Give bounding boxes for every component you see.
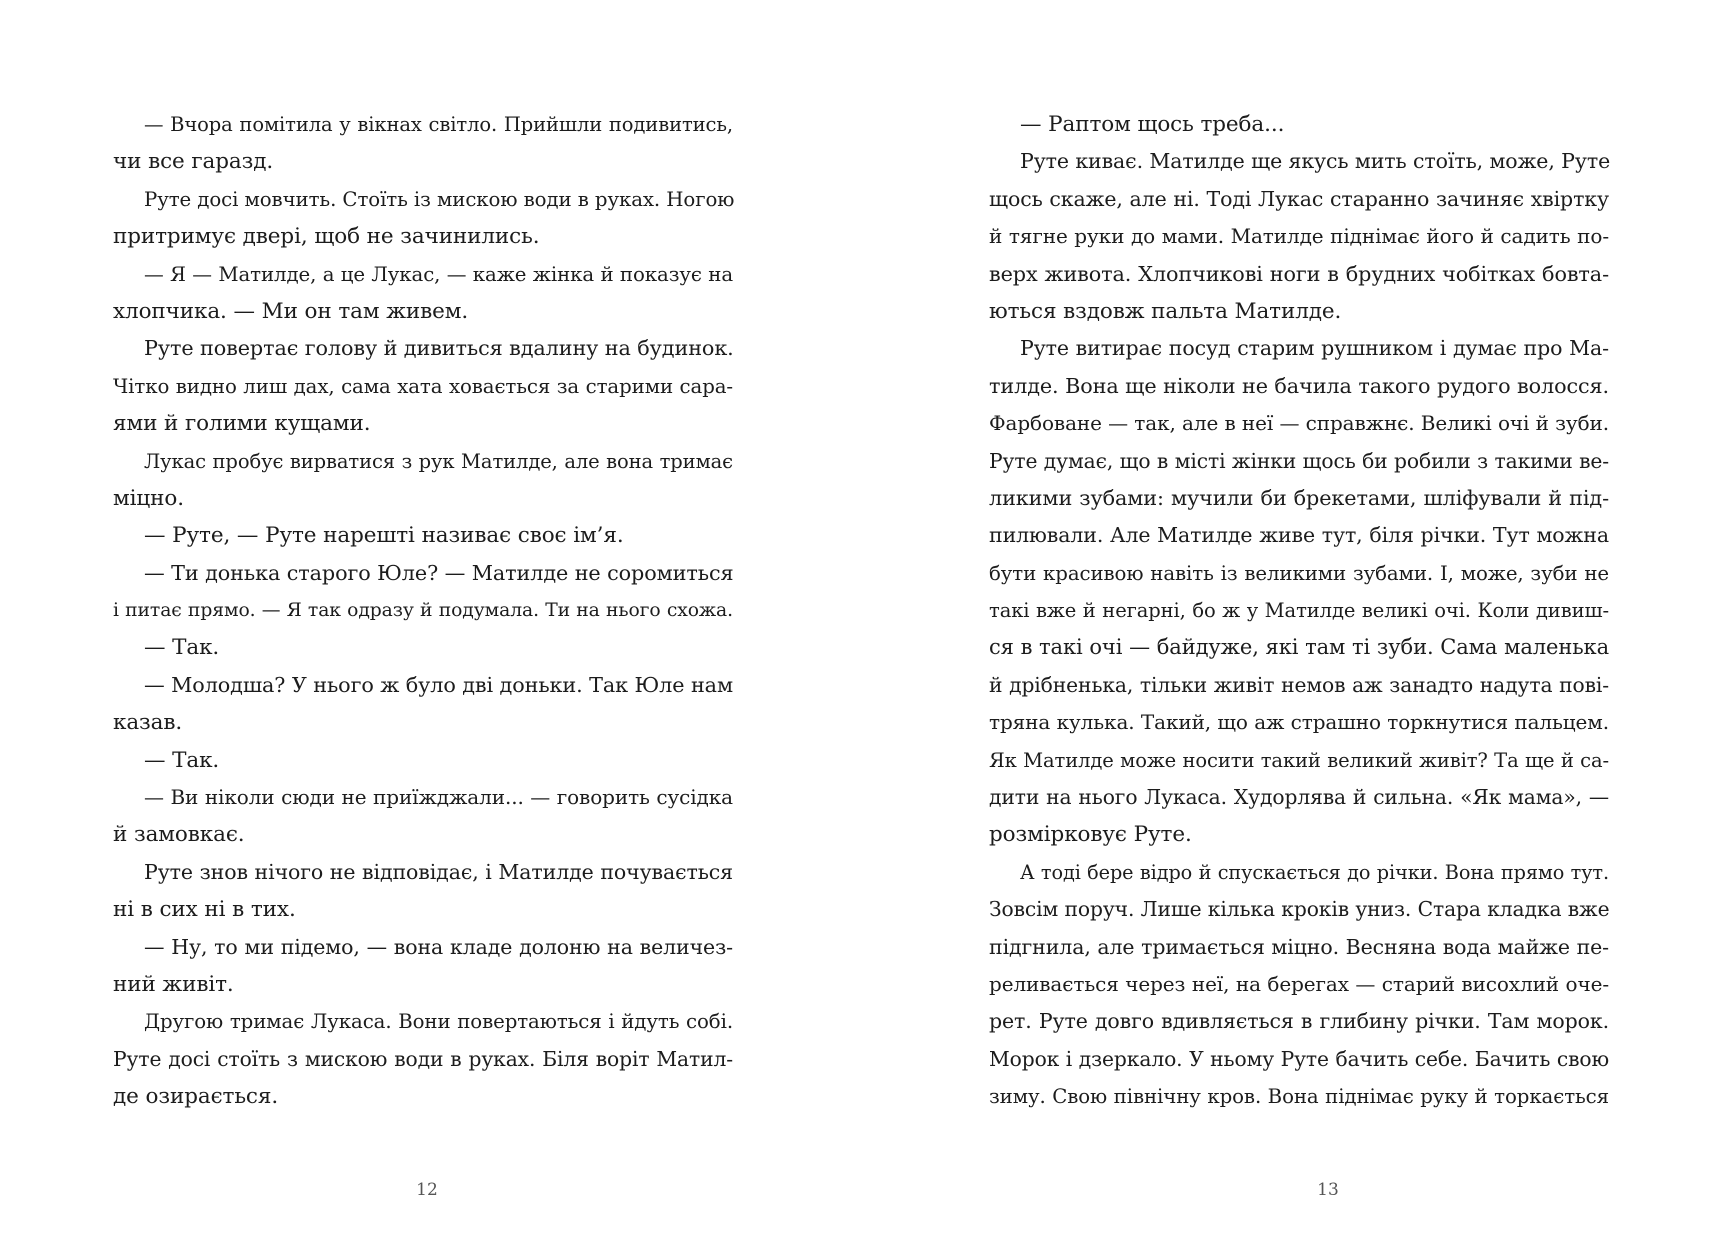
text-line: Зовсім поруч. Лише кілька кроків униз. Стара кладка вже	[989, 897, 1610, 922]
text-line: верх живота. Хлопчикові ноги в брудних чобітках бовта-	[989, 261, 1609, 286]
left-page-text	[113, 106, 733, 1116]
text-line: Руте думає, що в місті жінки щось би робили з такими ве-	[989, 448, 1609, 473]
text-line: бути красивою навіть із великими зубами. І, може, зуби не	[989, 561, 1609, 585]
text-line: чи все гаразд.	[113, 149, 274, 175]
text-line: хлопчика. — Ми он там живем.	[113, 298, 469, 324]
text-line: ями й голими кущами.	[113, 411, 371, 437]
text-line: Морок і дзеркало. У ньому Руте бачить себе. Бачить свою	[989, 1046, 1609, 1071]
text-line: Лукас пробує вирватися з рук Матилде, але вона тримає	[144, 449, 733, 473]
text-line: — Ну, то ми підемо, — вона кладе долоню на величез-	[144, 934, 733, 959]
text-line: міцно.	[113, 485, 184, 511]
text-line: реливається через неї, на берегах — старий висохлий оче-	[989, 971, 1609, 996]
text-line: — Так.	[144, 635, 220, 661]
text-line: тряна кулька. Такий, що аж страшно торкнутися пальцем.	[989, 710, 1609, 735]
right-page	[857, 0, 1713, 1258]
text-line: — Молодша? У нього ж було дві доньки. Так Юле нам	[144, 672, 733, 697]
text-line: підгнила, але тримається міцно. Весняна вода майже пе-	[989, 934, 1609, 959]
text-line: Руте досі мовчить. Стоїть із мискою води в руках. Ногою	[144, 187, 735, 211]
text-line: А тоді бере відро й спускається до річки. Вона прямо тут.	[1020, 860, 1609, 884]
text-line: де озирається.	[113, 1084, 279, 1110]
text-line: Як Матилде може носити такий великий живіт? Та ще й са-	[989, 748, 1609, 772]
text-line: пилювали. Але Матилде живе тут, біля річки. Тут можна	[989, 523, 1609, 548]
text-line: Руте повертає голову й дивиться вдалину на будинок.	[144, 336, 734, 361]
text-line: й тягне руки до мами. Матилде піднімає його й садить по-	[989, 224, 1609, 249]
text-line: дити на нього Лукаса. Худорлява й сильна. «Як мама», —	[989, 785, 1609, 810]
text-line: ються вздовж пальта Матилде.	[989, 298, 1342, 324]
text-line: ний живіт.	[113, 971, 234, 997]
text-line: ся в такі очі — байдуже, які там ті зуби. Сама маленька	[989, 635, 1609, 660]
text-line: і питає прямо. — Я так одразу й подумала. Ти на нього схожа.	[113, 600, 733, 622]
text-line: Фарбоване — так, але в неї — справжнє. Великі очі й зуби.	[989, 411, 1609, 436]
text-line: Другою тримає Лукаса. Вони повертаються і йдуть собі.	[144, 1010, 733, 1034]
text-line: такі вже й негарні, бо ж у Матилде великі очі. Коли дивиш-	[989, 599, 1609, 623]
text-line: ні в сих ні в тих.	[113, 897, 296, 923]
text-line: зиму. Свою північну кров. Вона піднімає руку й торкається	[989, 1085, 1609, 1109]
text-line: казав.	[113, 710, 183, 736]
page-number-right: 13	[1317, 1180, 1339, 1200]
text-line: — Руте, — Руте нарешті називає своє ім’я.	[144, 523, 624, 549]
text-line: — Ви ніколи сюди не приїжджали... — говорить сусідка	[144, 785, 733, 810]
text-line: — Я — Матилде, а це Лукас, — каже жінка й показує на	[144, 262, 733, 286]
left-page	[0, 0, 856, 1258]
text-line: Руте киває. Матилде ще якусь мить стоїть, може, Руте	[1020, 149, 1611, 174]
text-line: — Раптом щось треба...	[1020, 112, 1285, 137]
text-line: — Вчора помітила у вікнах світло. Прийшли подивитись,	[144, 113, 733, 136]
text-line: Руте знов нічого не відповідає, і Матилде почувається	[144, 859, 733, 884]
text-line: Руте витирає посуд старим рушником і думає про Ма-	[1020, 336, 1609, 361]
text-line: рет. Руте довго вдивляється в глибину річки. Там морок.	[989, 1009, 1609, 1034]
text-line: Чітко видно лиш дах, сама хата ховається за старими сара-	[113, 374, 733, 398]
page-number-left: 12	[416, 1180, 438, 1200]
text-line: притримує двері, щоб не зачинились.	[113, 224, 540, 250]
text-line: й дрібненька, тільки живіт немов аж занадто надута пові-	[989, 672, 1609, 697]
text-line: тилде. Вона ще ніколи не бачила такого рудого волосся.	[989, 373, 1609, 398]
text-line: ликими зубами: мучили би брекетами, шліфували й під-	[989, 485, 1609, 510]
text-line: щось скаже, але ні. Тоді Лукас старанно зачиняє хвіртку	[989, 186, 1609, 211]
right-page-text	[989, 106, 1609, 1116]
text-line: Руте досі стоїть з мискою води в руках. Біля воріт Матил-	[113, 1046, 733, 1071]
text-line: й замовкає.	[113, 822, 245, 848]
text-line: — Так.	[144, 747, 220, 773]
text-line: розмірковує Руте.	[989, 822, 1192, 848]
text-line: — Ти донька старого Юле? — Матилде не соромиться	[144, 560, 734, 585]
